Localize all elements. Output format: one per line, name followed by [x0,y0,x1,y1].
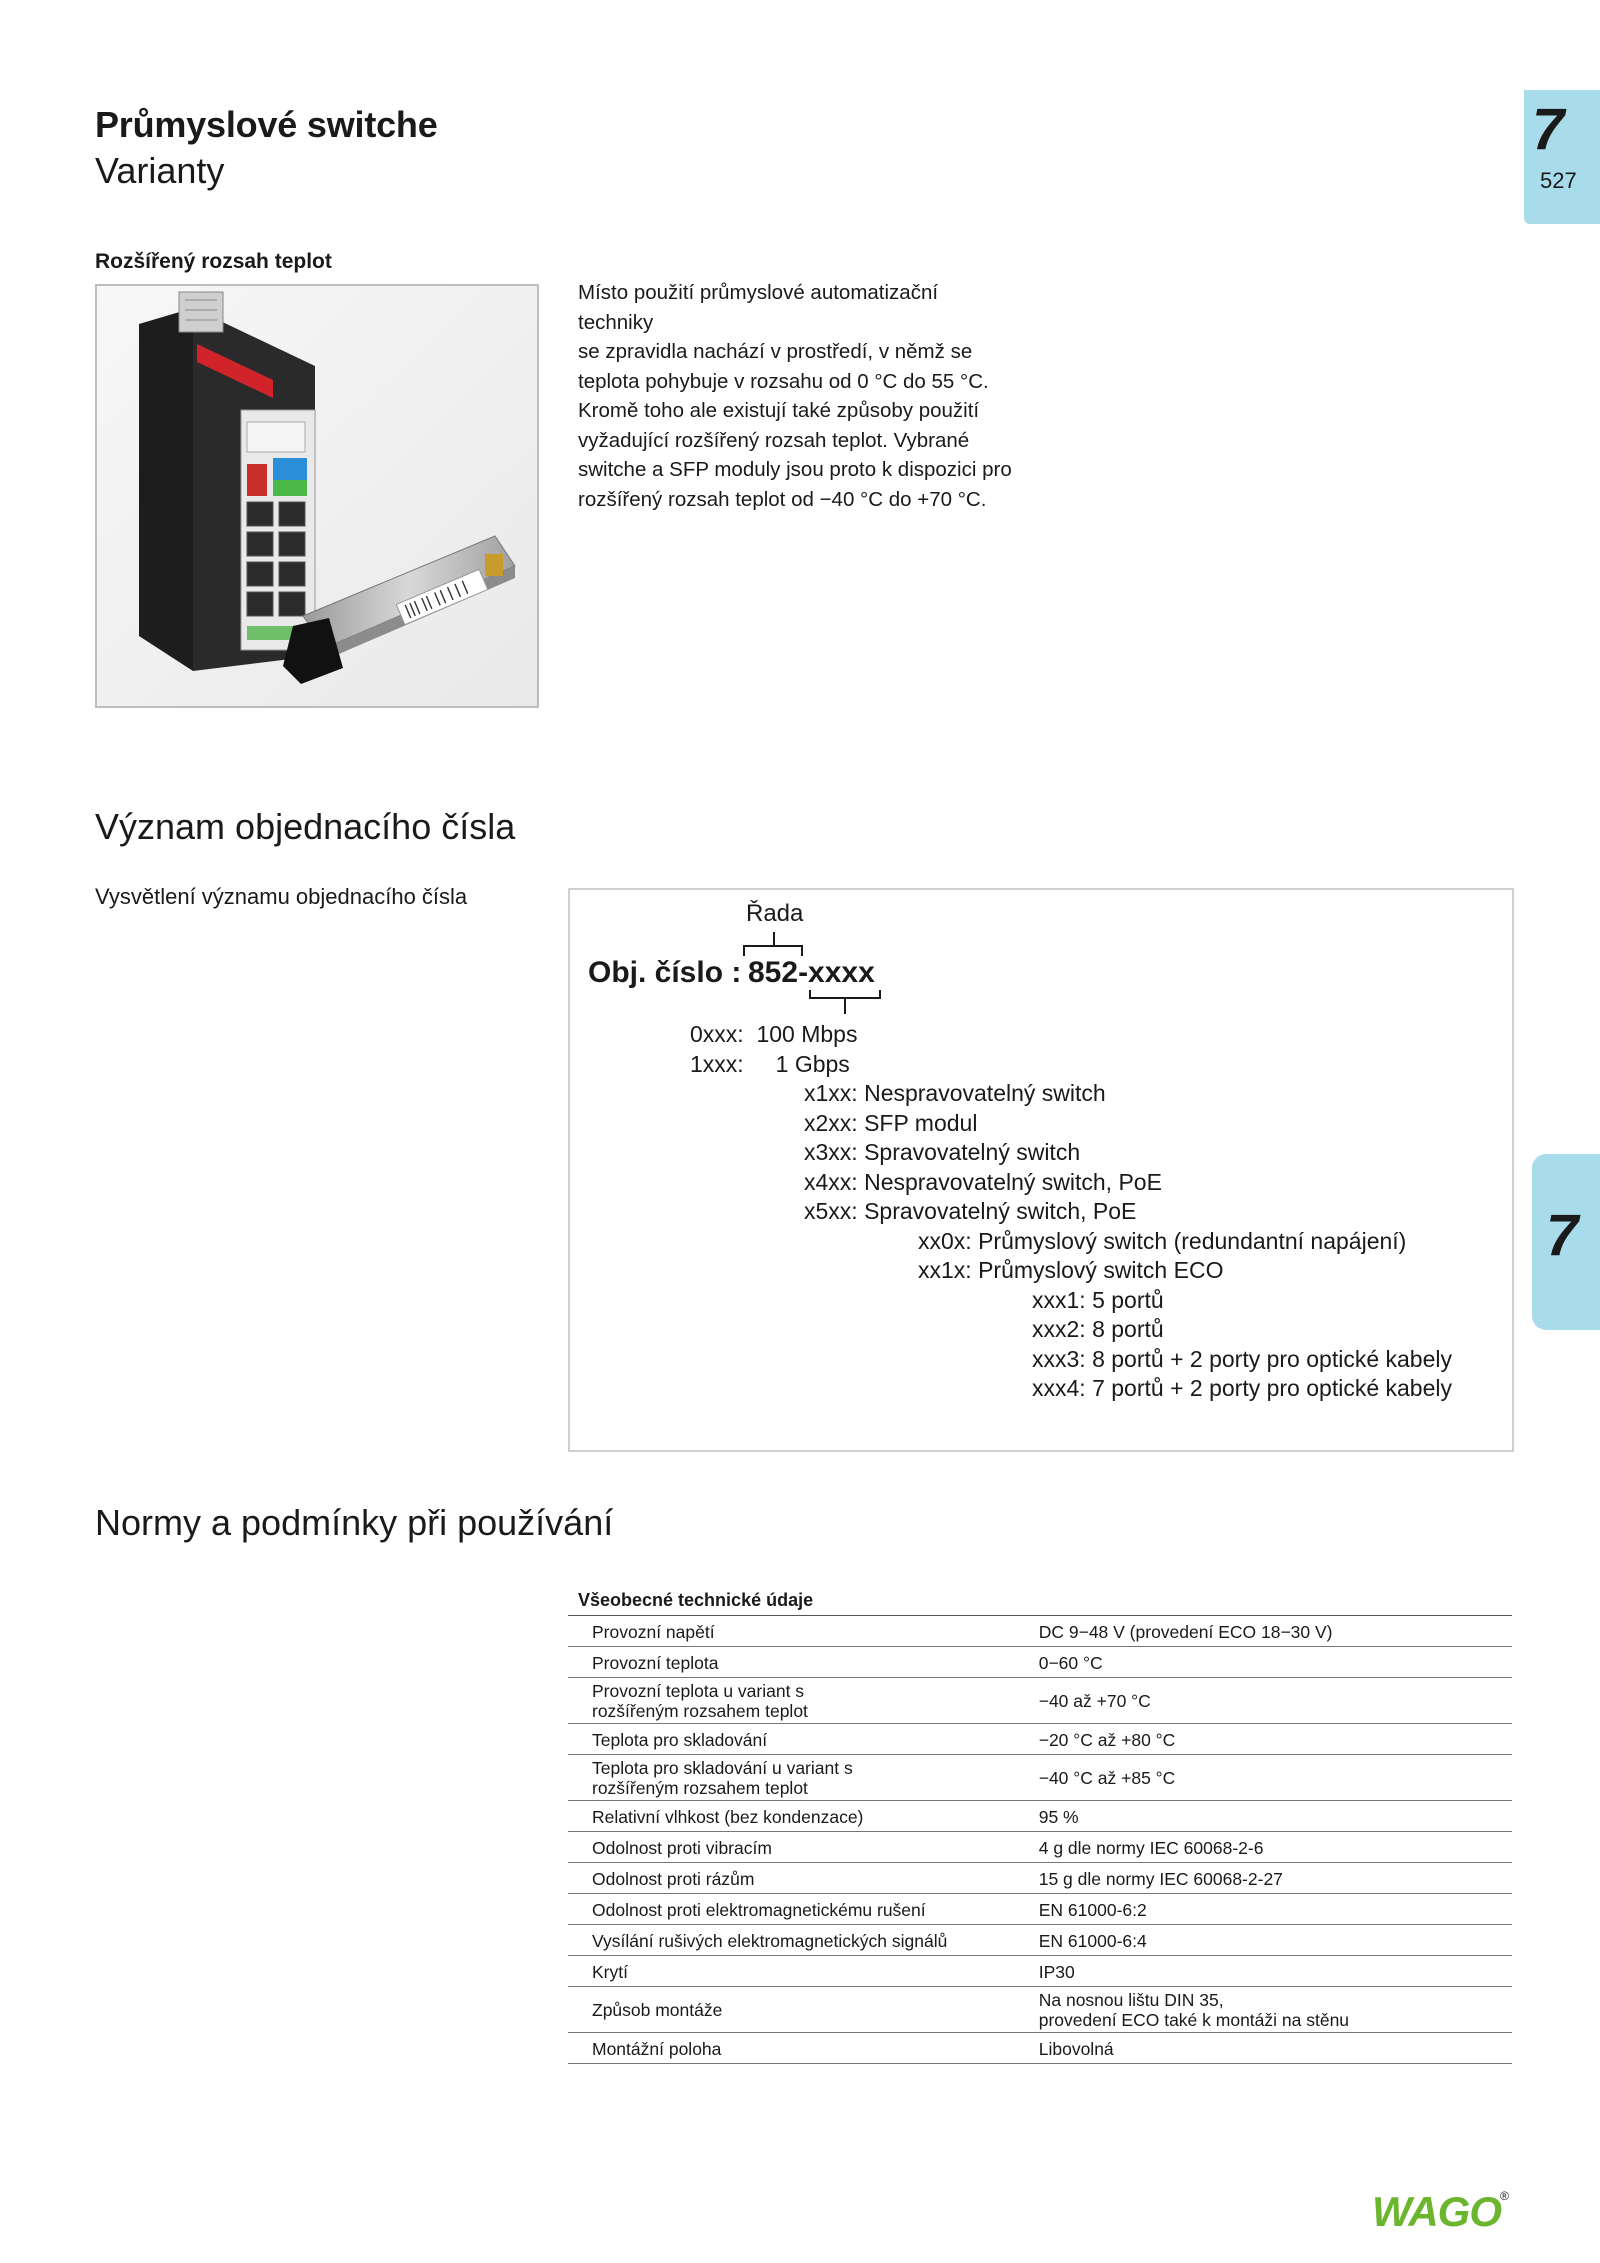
order-code-line: x4xx: Nespravovatelný switch, PoE [804,1168,1162,1195]
spec-name: Odolnost proti elektromagnetickému rušení [568,1894,1029,1925]
spec-name: Způsob montáže [568,1987,1029,2033]
order-number-suffix: -xxxx [798,956,875,989]
order-code-line: x3xx: Spravovatelný switch [804,1139,1081,1165]
table-row [568,2033,1512,2064]
spec-value: EN 61000-6:4 [1029,1925,1512,1956]
spec-value: 15 g dle normy IEC 60068-2-27 [1029,1863,1512,1894]
order-code-line: xx1x: Průmyslový switch ECO [918,1257,1224,1283]
spec-name: Vysílání rušivých elektromagnetických signálů [568,1925,1029,1956]
spec-name: Teplota pro skladování u variant s rozšířeným rozsahem teplot [568,1755,1029,1801]
spec-name: Teplota pro skladování [568,1724,1029,1755]
table-header: Všeobecné technické údaje [568,1584,1512,1616]
order-code-line: 1xxx: 1 Gbps [690,1050,850,1077]
order-number-series: 852 [748,956,799,989]
order-code-line: 0xxx: 100 Mbps [690,1021,858,1047]
page-number: 527 [1540,168,1577,193]
table-row [568,1956,1512,1987]
spec-name: Krytí [568,1956,1029,1987]
order-code-line: xxx1: 5 portů [1032,1286,1164,1313]
spec-value: 95 % [1029,1801,1512,1832]
description-line: Kromě toho ale existují také způsoby použití [578,399,980,422]
spec-value: DC 9−48 V (provedení ECO 18−30 V) [1029,1616,1512,1647]
norms-heading: Normy a podmínky při používání [95,1502,614,1543]
description-line: switche a SFP moduly jsou proto k dispozici pro [578,458,1012,481]
order-code-line: xxx3: 8 portů + 2 porty pro optické kabely [1032,1345,1452,1372]
technical-data-table [568,1584,1512,2064]
table-row [568,1894,1512,1925]
table-row [568,1987,1512,2033]
description-line: vyžadující rozšířený rozsah teplot. Vybrané [578,428,970,452]
series-label: Řada [746,900,804,927]
registered-mark: ® [1500,2189,1509,2203]
wago-logo-text: WAGO [1372,2188,1501,2235]
table-header-row [568,1584,1512,1616]
extended-range-label: Rozšířený rozsah teplot [95,250,332,273]
order-number-code [748,956,875,990]
spec-value: Na nosnou lištu DIN 35, provedení ECO také k montáži na stěnu [1029,1987,1512,2033]
chapter-tab[interactable] [1524,90,1600,224]
order-number-label: Vysvětlení významu objednacího čísla [95,884,468,909]
order-number-diagram [568,888,1514,1452]
product-photo [95,284,539,708]
table-row [568,1724,1512,1755]
wago-logo [1372,2186,1512,2241]
spec-value: IP30 [1029,1956,1512,1987]
table-row [568,1925,1512,1956]
spec-name: Relativní vlhkost (bez kondenzace) [568,1801,1029,1832]
spec-name: Odolnost proti vibracím [568,1832,1029,1863]
spec-value: 4 g dle normy IEC 60068-2-6 [1029,1832,1512,1863]
table-row [568,1616,1512,1647]
spec-value: −40 až +70 °C [1029,1678,1512,1724]
spec-name: Provozní napětí [568,1616,1029,1647]
order-code-line: x5xx: Spravovatelný switch, PoE [804,1198,1137,1224]
order-code-line: xxx4: 7 portů + 2 porty pro optické kabely [1032,1375,1452,1401]
chapter-side-number: 7 [1546,1203,1579,1268]
order-code-line: xx0x: Průmyslový switch (redundantní napájení) [918,1227,1407,1254]
table-row [568,1801,1512,1832]
order-number-prefix: Obj. číslo : [588,956,742,989]
table-row [568,1832,1512,1863]
spec-value: EN 61000-6:2 [1029,1894,1512,1925]
table-row [568,1863,1512,1894]
spec-name: Provozní teplota u variant s rozšířeným rozsahem teplot [568,1678,1029,1724]
chapter-side-tab[interactable] [1532,1154,1600,1330]
table-row [568,1755,1512,1801]
description-line: Místo použití průmyslové automatizační techniky [578,281,939,334]
spec-name: Montážní poloha [568,2033,1029,2064]
spec-value: −40 °C až +85 °C [1029,1755,1512,1801]
extended-range-description [578,278,1018,514]
table-row [568,1647,1512,1678]
description-line: teplota pohybuje v rozsahu od 0 °C do 55 °C. [578,369,989,393]
page-subtitle: Varianty [95,150,225,191]
chapter-number: 7 [1532,97,1565,162]
description-line: rozšířený rozsah teplot od −40 °C do +70 °C. [578,487,987,511]
order-code-line: x1xx: Nespravovatelný switch [804,1080,1106,1106]
spec-value: −20 °C až +80 °C [1029,1724,1512,1755]
spec-name: Provozní teplota [568,1647,1029,1678]
industrial-switch-and-sfp-module-photo [97,286,537,706]
table-row [568,1678,1512,1724]
page-title: Průmyslové switche [95,104,438,145]
spec-name: Odolnost proti rázům [568,1863,1029,1894]
order-code-line: x2xx: SFP modul [804,1109,978,1136]
spec-value: 0−60 °C [1029,1647,1512,1678]
description-line: se zpravidla nachází v prostředí, v němž se [578,340,973,363]
spec-value: Libovolná [1029,2033,1512,2064]
order-number-heading: Význam objednacího čísla [95,806,516,847]
order-code-line: xxx2: 8 portů [1032,1316,1164,1342]
